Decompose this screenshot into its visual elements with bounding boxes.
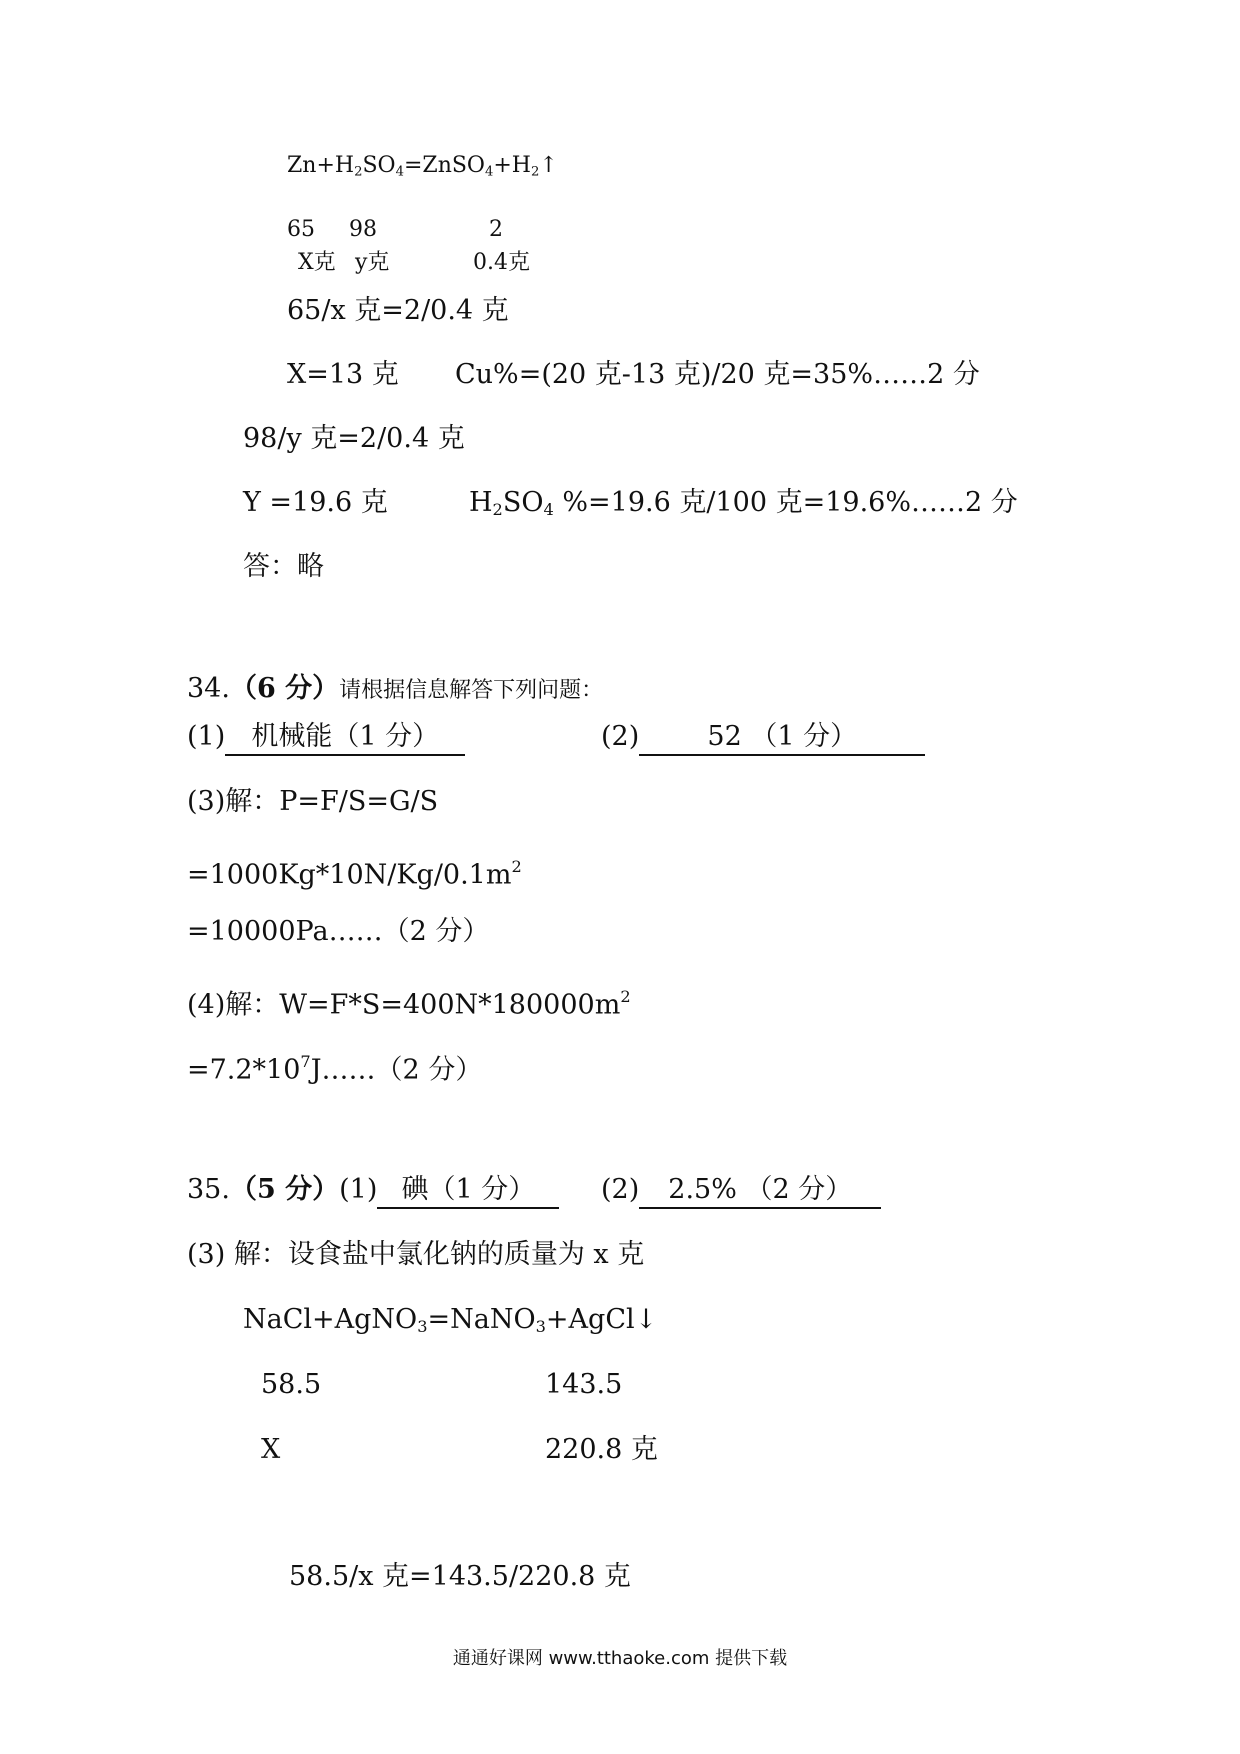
molar-mass-nacl: 58.5 — [261, 1369, 322, 1400]
q35-part3-setup: (3) 解：设食盐中氯化钠的质量为 x 克 — [187, 1239, 645, 1270]
ratio-line-zn: 65/x 克=2/0.4 克 — [287, 295, 509, 326]
result-y: Y =19.6 克 — [243, 487, 388, 518]
ratio-line-acid: 98/y 克=2/0.4 克 — [243, 423, 465, 454]
result-h2so4-percent: $H_2SO_4$ %=19.6 克/100 克=19.6%……2 分 — [469, 487, 1018, 520]
molar-mass-65: 65 — [287, 217, 315, 242]
question-34-header: 34.（6 分）请根据信息解答下列问题： — [187, 673, 604, 704]
q34-part3-calc: $=1000Kg*10N/Kg/0.1m^2$ — [187, 857, 522, 891]
var-x-nacl: X — [261, 1434, 281, 1465]
answer-omitted: 答：略 — [243, 551, 324, 582]
q34-part2: (2) 52 （1 分） — [601, 720, 925, 756]
question-35-header: 35.（5 分）(1) 碘（1 分） — [187, 1173, 559, 1209]
q34-part3-formula: (3)解：P=F/S=G/S — [187, 786, 439, 817]
q34-part4-formula: (4)解：$W=F*S=400N*180000m^2$ — [187, 987, 631, 1021]
var-y: y克 — [355, 250, 390, 275]
molar-mass-2: 2 — [489, 217, 503, 242]
q34-part3-result: =10000Pa……（2 分） — [187, 916, 490, 947]
var-x: X克 — [298, 250, 336, 275]
page-footer: 通通好课网 www.tthaoke.com 提供下载 — [452, 1648, 788, 1669]
var-h2: 0.4克 — [473, 250, 530, 275]
ratio-line-nacl: 58.5/x 克=143.5/220.8 克 — [289, 1561, 631, 1592]
q34-part1: (1) 机械能（1 分） — [187, 720, 465, 756]
result-cu-percent: Cu%=(20 克-13 克)/20 克=35%……2 分 — [455, 359, 980, 390]
molar-mass-agcl: 143.5 — [545, 1369, 623, 1400]
equation-zn-h2so4: $Zn+H_2SO_4=ZnSO_4+H_2↑$ — [287, 153, 558, 180]
q34-part4-result: $=7.2*10^7J\dots\dots(2$ 分） — [187, 1052, 483, 1086]
var-agcl-mass: 220.8 克 — [545, 1434, 658, 1465]
equation-nacl-agno3: NaCl+AgNO$_3$=NaNO$_3$+AgCl↓ — [243, 1304, 658, 1337]
result-x: X=13 克 — [287, 359, 399, 390]
molar-mass-98: 98 — [349, 217, 377, 242]
q35-part2: (2) 2.5% （2 分） — [601, 1173, 881, 1209]
